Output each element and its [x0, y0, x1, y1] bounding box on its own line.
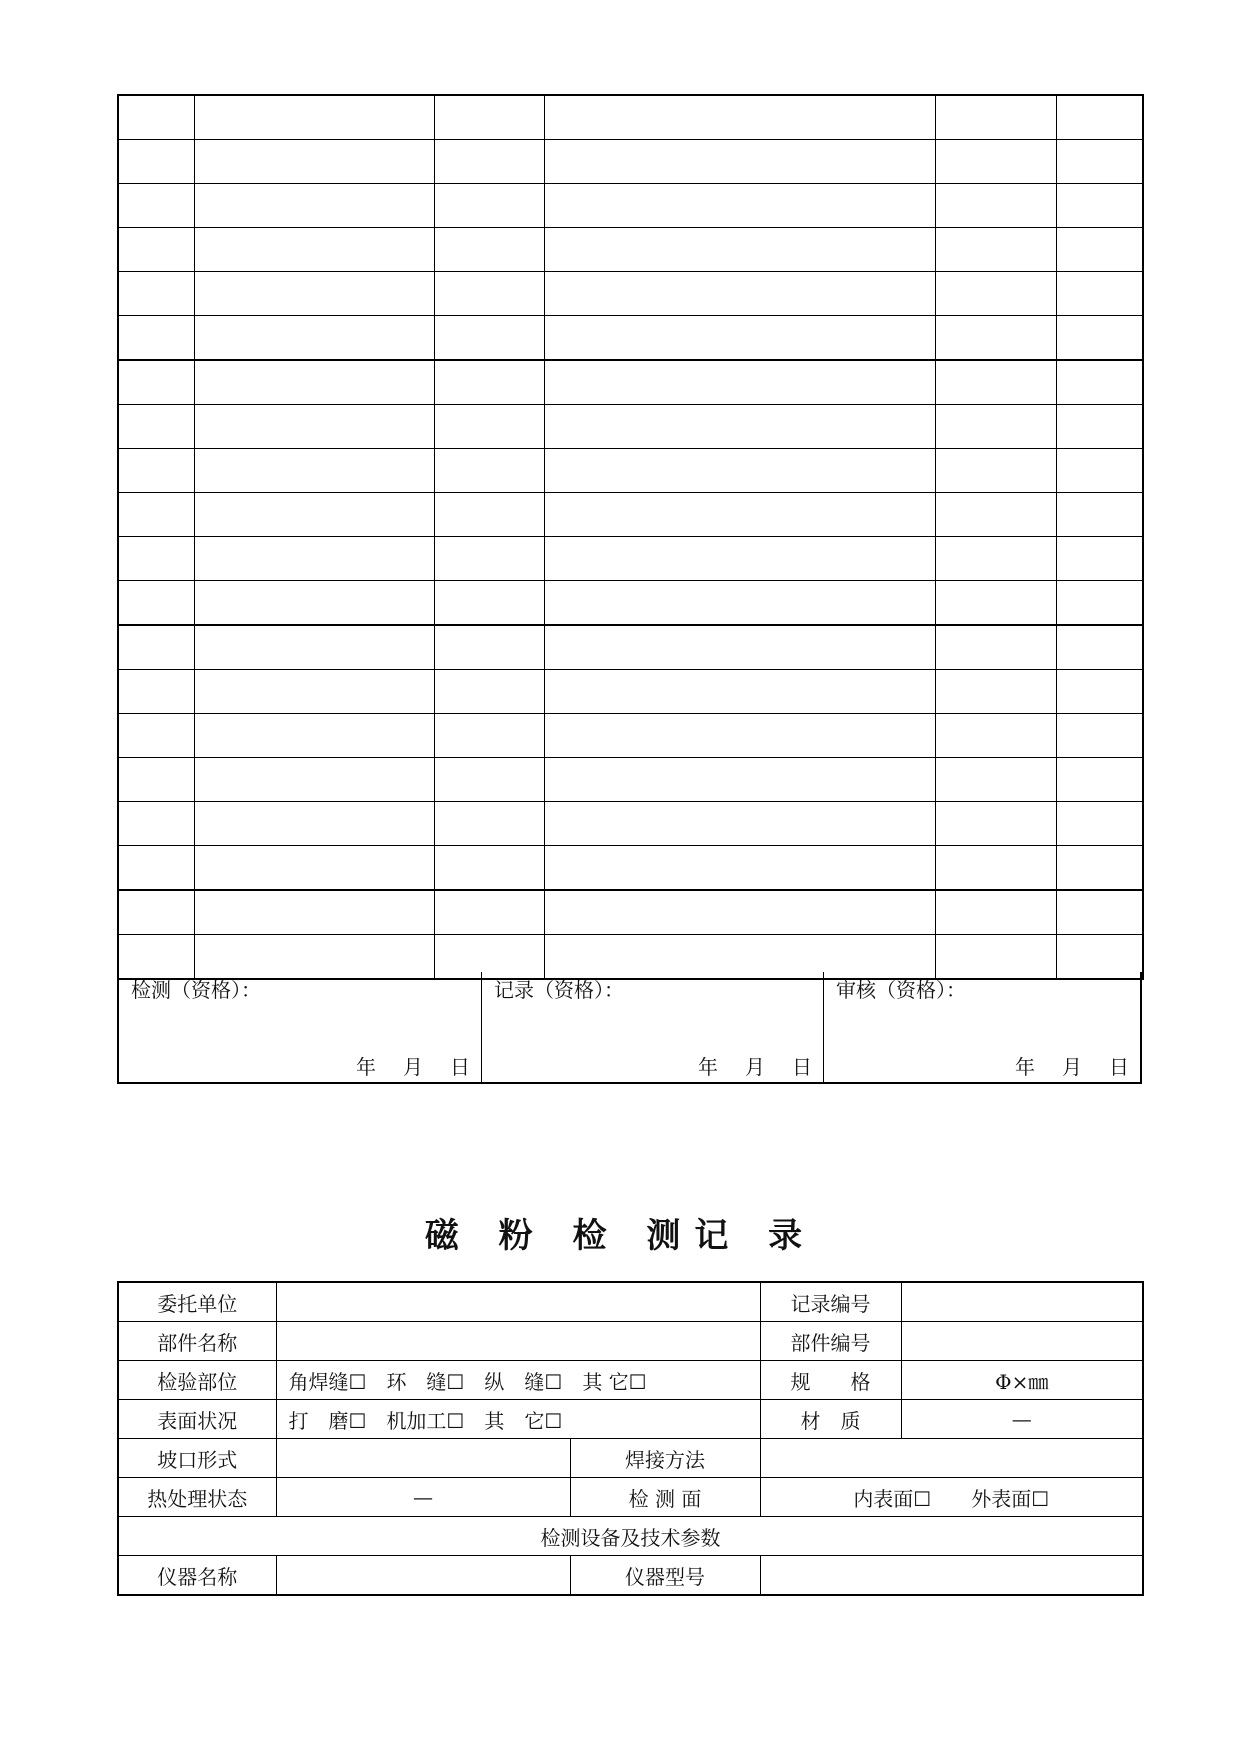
surface-checkbox-machined[interactable]: 机加工☐ — [386, 1408, 465, 1433]
inspector-date — [330, 1051, 471, 1080]
groove-label: 坡口形式 — [118, 1439, 276, 1478]
instrument-name-field[interactable] — [276, 1556, 570, 1596]
form-row — [118, 1361, 1143, 1400]
form-row — [118, 1400, 1143, 1439]
grid-cell[interactable] — [194, 449, 434, 493]
grid-cell[interactable] — [434, 493, 544, 537]
position-checkbox-fillet-weld[interactable]: 角焊缝☐ — [288, 1369, 367, 1394]
grid-cell[interactable] — [118, 890, 194, 935]
grid-cell[interactable] — [544, 802, 935, 846]
grid-cell[interactable] — [434, 360, 544, 405]
grid-cell[interactable] — [544, 449, 935, 493]
spec-field[interactable]: Φ×㎜ — [901, 1361, 1143, 1400]
grid-cell[interactable] — [935, 184, 1056, 228]
grid-cell[interactable] — [194, 670, 434, 714]
surface-options — [276, 1400, 760, 1439]
day-label: 日 — [792, 1055, 813, 1079]
grid-cell[interactable] — [1056, 184, 1143, 228]
part-no-field[interactable] — [901, 1322, 1143, 1361]
grid-row — [118, 405, 1143, 449]
test-surface-options[interactable]: 内表面☐ 外表面☐ — [760, 1478, 1143, 1517]
grid-cell[interactable] — [544, 537, 935, 581]
material-label: 材 质 — [760, 1400, 901, 1439]
day-label: 日 — [450, 1055, 471, 1079]
grid-cell[interactable] — [118, 449, 194, 493]
grid-cell[interactable] — [194, 846, 434, 891]
grid-row — [118, 625, 1143, 670]
grid-cell[interactable] — [434, 802, 544, 846]
grid-cell[interactable] — [935, 846, 1056, 891]
grid-row — [118, 802, 1143, 846]
grid-cell[interactable] — [1056, 537, 1143, 581]
grid-cell[interactable] — [935, 758, 1056, 802]
grid-cell[interactable] — [544, 714, 935, 758]
grid-cell[interactable] — [935, 714, 1056, 758]
grid-cell[interactable] — [194, 405, 434, 449]
part-name-field[interactable] — [276, 1322, 760, 1361]
grid-cell[interactable] — [1056, 846, 1143, 891]
grid-cell[interactable] — [434, 405, 544, 449]
grid-cell[interactable] — [935, 316, 1056, 361]
record-no-field[interactable] — [901, 1282, 1143, 1322]
grid-cell[interactable] — [194, 140, 434, 184]
grid-cell[interactable] — [118, 184, 194, 228]
test-surface-label: 检 测 面 — [570, 1478, 760, 1517]
material-field[interactable]: — — [901, 1400, 1143, 1439]
grid-cell[interactable] — [935, 625, 1056, 670]
recorder-date — [672, 1051, 813, 1080]
part-no-label: 部件编号 — [760, 1322, 901, 1361]
surface-checkbox-other[interactable]: 其 它☐ — [484, 1408, 563, 1433]
grid-cell[interactable] — [194, 184, 434, 228]
grid-cell[interactable] — [434, 184, 544, 228]
grid-cell[interactable] — [544, 228, 935, 272]
grid-cell[interactable] — [434, 140, 544, 184]
mt-record-form — [117, 1281, 1144, 1596]
grid-row — [118, 758, 1143, 802]
grid-cell[interactable] — [544, 95, 935, 140]
grid-cell[interactable] — [544, 493, 935, 537]
grid-row — [118, 228, 1143, 272]
signature-row — [117, 972, 1142, 1084]
grid-cell[interactable] — [935, 272, 1056, 316]
grid-cell[interactable] — [935, 890, 1056, 935]
form-row — [118, 1478, 1143, 1517]
position-checkbox-circumferential-weld[interactable]: 环 缝☐ — [386, 1369, 465, 1394]
grid-cell[interactable] — [935, 802, 1056, 846]
inspect-position-options — [276, 1361, 760, 1400]
grid-cell[interactable] — [118, 316, 194, 361]
grid-cell[interactable] — [194, 625, 434, 670]
heat-treat-field[interactable]: — — [276, 1478, 570, 1517]
grid-cell[interactable] — [935, 537, 1056, 581]
groove-field[interactable] — [276, 1439, 570, 1478]
instrument-model-label: 仪器型号 — [570, 1556, 760, 1596]
grid-row — [118, 581, 1143, 626]
inspector-label: 检测（资格）： — [131, 978, 261, 1002]
grid-cell[interactable] — [1056, 625, 1143, 670]
grid-cell[interactable] — [118, 802, 194, 846]
grid-cell[interactable] — [118, 537, 194, 581]
grid-cell[interactable] — [434, 714, 544, 758]
grid-cell[interactable] — [1056, 405, 1143, 449]
month-label: 月 — [745, 1055, 766, 1079]
grid-cell[interactable] — [434, 758, 544, 802]
grid-cell[interactable] — [544, 758, 935, 802]
grid-row — [118, 360, 1143, 405]
grid-cell[interactable] — [434, 890, 544, 935]
grid-row — [118, 184, 1143, 228]
grid-row — [118, 493, 1143, 537]
grid-row — [118, 890, 1143, 935]
grid-cell[interactable] — [1056, 890, 1143, 935]
spec-label: 规 格 — [760, 1361, 901, 1400]
grid-cell[interactable] — [544, 140, 935, 184]
grid-cell[interactable] — [118, 714, 194, 758]
grid-cell[interactable] — [434, 846, 544, 891]
grid-cell[interactable] — [1056, 758, 1143, 802]
grid-cell[interactable] — [544, 670, 935, 714]
grid-cell[interactable] — [194, 714, 434, 758]
grid-cell[interactable] — [544, 316, 935, 361]
heat-treat-label: 热处理状态 — [118, 1478, 276, 1517]
grid-cell[interactable] — [194, 758, 434, 802]
grid-cell[interactable] — [935, 449, 1056, 493]
grid-cell[interactable] — [194, 802, 434, 846]
grid-cell[interactable] — [434, 95, 544, 140]
grid-cell[interactable] — [194, 581, 434, 626]
grid-cell[interactable] — [935, 670, 1056, 714]
grid-cell[interactable] — [1056, 581, 1143, 626]
page-title: 磁 粉 检 测记 录 — [424, 1216, 817, 1256]
year-label: 年 — [1015, 1055, 1036, 1079]
surface-label: 表面状况 — [118, 1400, 276, 1439]
grid-cell[interactable] — [194, 95, 434, 140]
grid-cell[interactable] — [935, 581, 1056, 626]
form-row — [118, 1439, 1143, 1478]
reviewer-signature-cell[interactable] — [824, 972, 1140, 1082]
equipment-section-header: 检测设备及技术参数 — [118, 1517, 1143, 1556]
recorder-signature-cell[interactable] — [482, 972, 824, 1082]
form-row — [118, 1556, 1143, 1596]
grid-row — [118, 537, 1143, 581]
grid-row — [118, 95, 1143, 140]
month-label: 月 — [1062, 1055, 1083, 1079]
grid-cell[interactable] — [118, 140, 194, 184]
month-label: 月 — [403, 1055, 424, 1079]
recorder-label: 记录（资格）： — [494, 978, 624, 1002]
weld-method-label: 焊接方法 — [570, 1439, 760, 1478]
grid-cell[interactable] — [118, 625, 194, 670]
grid-cell[interactable] — [935, 493, 1056, 537]
grid-cell[interactable] — [434, 625, 544, 670]
grid-cell[interactable] — [935, 95, 1056, 140]
year-label: 年 — [356, 1055, 377, 1079]
grid-cell[interactable] — [1056, 670, 1143, 714]
form-row — [118, 1322, 1143, 1361]
grid-cell[interactable] — [194, 890, 434, 935]
grid-cell[interactable] — [434, 670, 544, 714]
grid-cell[interactable] — [434, 537, 544, 581]
grid-cell[interactable] — [194, 360, 434, 405]
grid-cell[interactable] — [935, 140, 1056, 184]
form-row — [118, 1282, 1143, 1322]
grid-cell[interactable] — [544, 890, 935, 935]
grid-cell[interactable] — [1056, 493, 1143, 537]
grid-cell[interactable] — [434, 316, 544, 361]
grid-cell[interactable] — [544, 405, 935, 449]
grid-cell[interactable] — [434, 272, 544, 316]
reviewer-label: 审核（资格）： — [836, 978, 966, 1002]
grid-cell[interactable] — [118, 581, 194, 626]
grid-cell[interactable] — [194, 228, 434, 272]
grid-row — [118, 449, 1143, 493]
weld-method-field[interactable] — [760, 1439, 1143, 1478]
grid-cell[interactable] — [1056, 95, 1143, 140]
grid-cell[interactable] — [1056, 316, 1143, 361]
grid-cell[interactable] — [1056, 140, 1143, 184]
record-no-label: 记录编号 — [760, 1282, 901, 1322]
grid-cell[interactable] — [544, 846, 935, 891]
grid-cell[interactable] — [1056, 272, 1143, 316]
record-grid — [117, 94, 1144, 980]
part-name-label: 部件名称 — [118, 1322, 276, 1361]
grid-cell[interactable] — [434, 228, 544, 272]
grid-cell[interactable] — [194, 537, 434, 581]
grid-cell[interactable] — [194, 316, 434, 361]
grid-cell[interactable] — [544, 581, 935, 626]
grid-cell[interactable] — [118, 670, 194, 714]
reviewer-date — [989, 1051, 1130, 1080]
grid-cell[interactable] — [118, 95, 194, 140]
client-field[interactable] — [276, 1282, 760, 1322]
grid-cell[interactable] — [434, 449, 544, 493]
grid-row — [118, 670, 1143, 714]
grid-cell[interactable] — [1056, 449, 1143, 493]
grid-cell[interactable] — [544, 272, 935, 316]
grid-row — [118, 846, 1143, 891]
grid-row — [118, 140, 1143, 184]
grid-cell[interactable] — [118, 493, 194, 537]
instrument-model-field[interactable] — [760, 1556, 1143, 1596]
grid-cell[interactable] — [194, 272, 434, 316]
surface-checkbox-ground[interactable]: 打 磨☐ — [288, 1408, 367, 1433]
grid-cell[interactable] — [118, 228, 194, 272]
grid-cell[interactable] — [935, 405, 1056, 449]
inspect-position-label: 检验部位 — [118, 1361, 276, 1400]
grid-cell[interactable] — [118, 272, 194, 316]
grid-cell[interactable] — [118, 405, 194, 449]
grid-cell[interactable] — [544, 184, 935, 228]
grid-row — [118, 272, 1143, 316]
position-checkbox-longitudinal-weld[interactable]: 纵 缝☐ — [484, 1369, 563, 1394]
position-checkbox-other[interactable]: 其 它☐ — [582, 1369, 647, 1394]
grid-cell[interactable] — [1056, 714, 1143, 758]
grid-cell[interactable] — [434, 581, 544, 626]
year-label: 年 — [698, 1055, 719, 1079]
grid-cell[interactable] — [1056, 802, 1143, 846]
grid-cell[interactable] — [118, 360, 194, 405]
grid-cell[interactable] — [1056, 360, 1143, 405]
grid-cell[interactable] — [935, 228, 1056, 272]
grid-row — [118, 316, 1143, 361]
instrument-name-label: 仪器名称 — [118, 1556, 276, 1596]
form-row — [118, 1517, 1143, 1556]
grid-row — [118, 714, 1143, 758]
grid-cell[interactable] — [935, 360, 1056, 405]
grid-cell[interactable] — [544, 360, 935, 405]
grid-cell[interactable] — [118, 758, 194, 802]
inspector-signature-cell[interactable] — [119, 972, 482, 1082]
grid-cell[interactable] — [194, 493, 434, 537]
grid-cell[interactable] — [544, 625, 935, 670]
day-label: 日 — [1109, 1055, 1130, 1079]
grid-cell[interactable] — [118, 846, 194, 891]
client-label: 委托单位 — [118, 1282, 276, 1322]
grid-cell[interactable] — [1056, 228, 1143, 272]
